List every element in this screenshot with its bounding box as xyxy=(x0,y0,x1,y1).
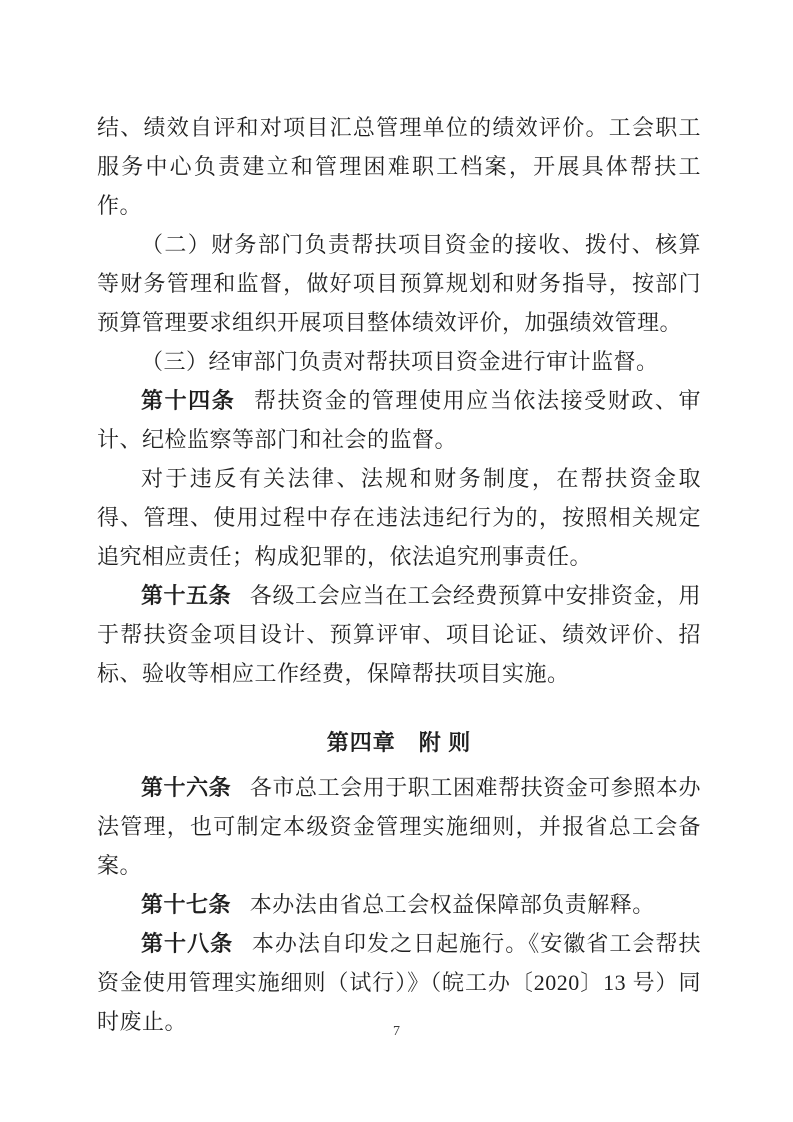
body-paragraph: （三）经审部门负责对帮扶项目资金进行审计监督。 xyxy=(141,349,659,374)
article-number: 第十五条 xyxy=(141,583,232,608)
article-number: 第十七条 xyxy=(141,892,232,917)
article-paragraph: 第十五条 各级工会应当在工会经费预算中安排资金，用于帮扶资金项目设计、预算评审、项目论证、绩效评价、招标、验收等相应工作经费，保障帮扶项目实施。 xyxy=(97,583,701,686)
article-paragraph: 第十七条 本办法由省总工会权益保障部负责解释。 xyxy=(141,892,655,917)
document-body xyxy=(97,108,701,1041)
body-paragraph: （二）财务部门负责帮扶项目资金的接收、拨付、核算等财务管理和监督，做好项目预算规划和财务指导，按部门预算管理要求组织开展项目整体绩效评价，加强绩效管理。 xyxy=(97,232,701,335)
article-number: 第十六条 xyxy=(141,775,232,800)
article-paragraph: 第十四条 帮扶资金的管理使用应当依法接受财政、审计、纪检监察等部门和社会的监督。 xyxy=(97,388,701,452)
chapter-heading: 第四章 附 则 xyxy=(326,730,472,755)
page-number: 7 xyxy=(393,1024,400,1039)
article-paragraph: 第十六条 各市总工会用于职工困难帮扶资金可参照本办法管理，也可制定本级资金管理实施细则，并报省总工会备案。 xyxy=(97,775,701,878)
article-number: 第十四条 xyxy=(141,388,236,413)
article-paragraph: 第十八条 本办法自印发之日起施行。《安徽省工会帮扶资金使用管理实施细则（试行）》（皖工办〔2020〕13 号）同时废止。 xyxy=(97,931,701,1034)
article-number: 第十八条 xyxy=(141,931,234,956)
body-paragraph: 结、绩效自评和对项目汇总管理单位的绩效评价。工会职工服务中心负责建立和管理困难职工档案，开展具体帮扶工作。 xyxy=(97,115,701,218)
body-paragraph: 对于违反有关法律、法规和财务制度，在帮扶资金取得、管理、使用过程中存在违法违纪行为的，按照相关规定追究相应责任；构成犯罪的，依法追究刑事责任。 xyxy=(97,466,701,569)
